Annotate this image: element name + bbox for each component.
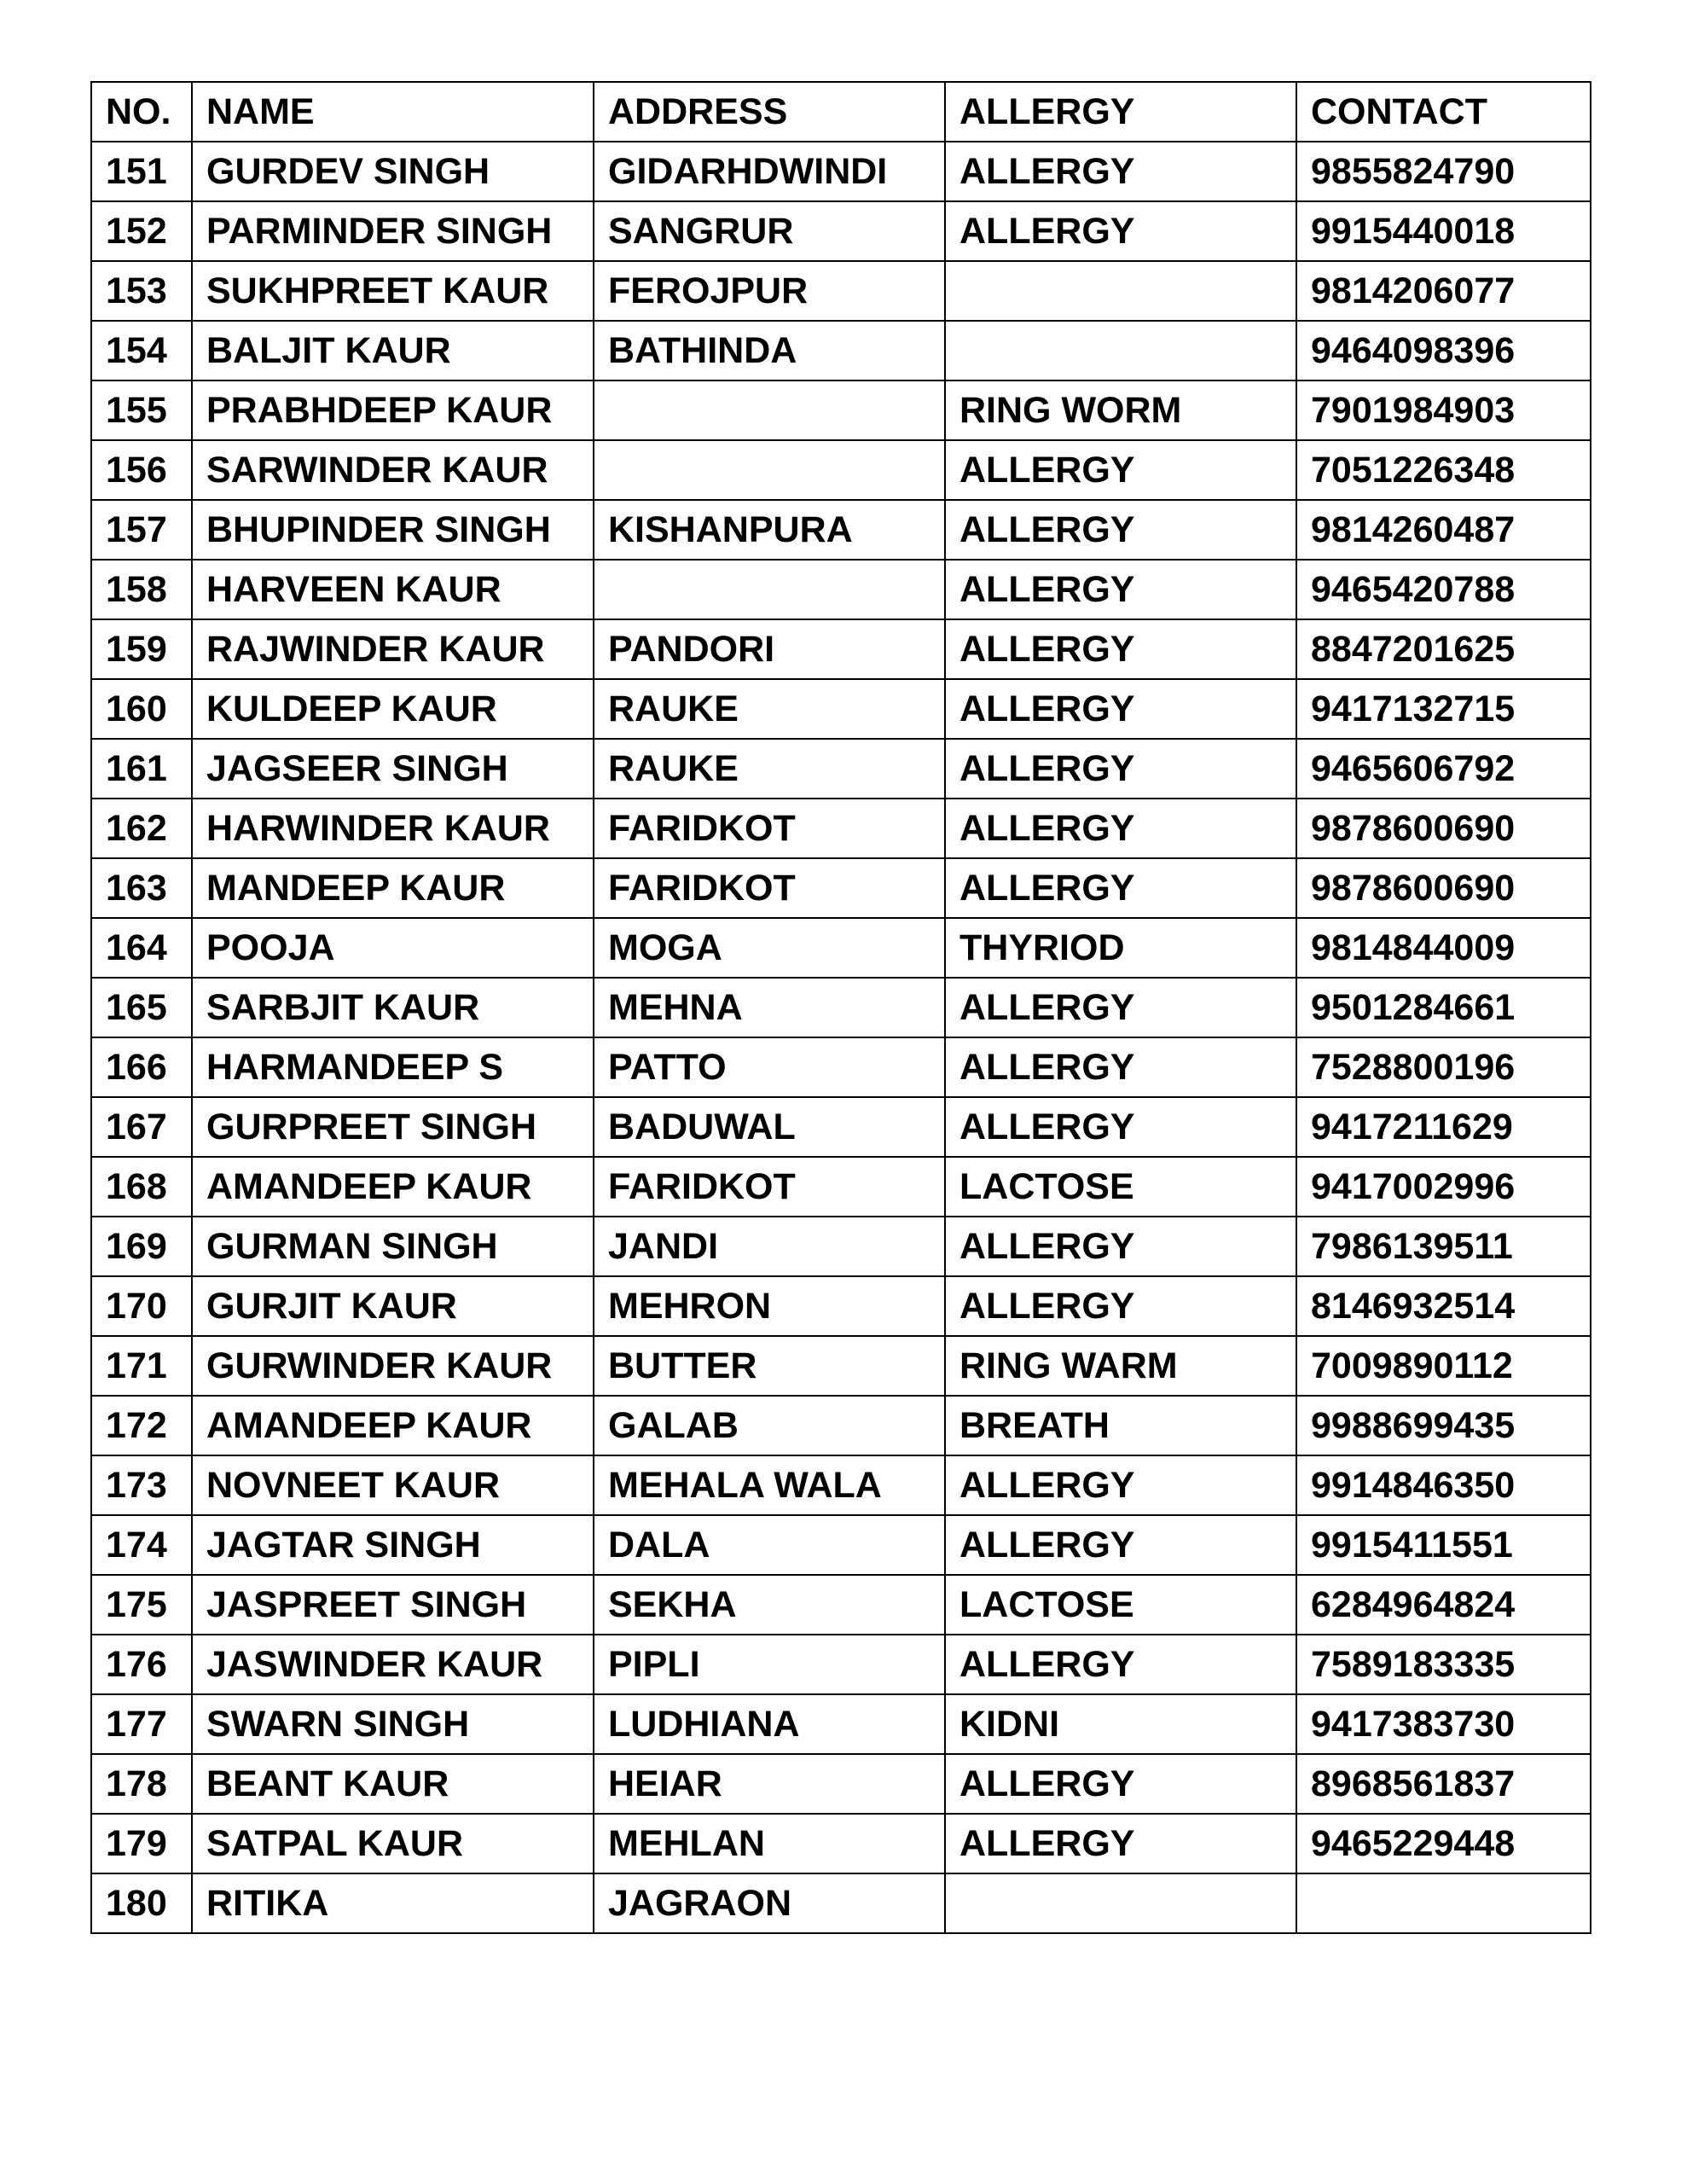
cell-no: 179 [91, 1814, 192, 1873]
cell-address: BUTTER [594, 1336, 945, 1396]
cell-allergy: ALLERGY [945, 799, 1296, 858]
table-row [91, 918, 1591, 978]
cell-address [594, 380, 945, 440]
cell-allergy: ALLERGY [945, 619, 1296, 679]
cell-allergy: ALLERGY [945, 500, 1296, 560]
cell-name: SARWINDER KAUR [192, 440, 594, 500]
cell-no: 164 [91, 918, 192, 978]
cell-no: 162 [91, 799, 192, 858]
cell-name: RITIKA [192, 1873, 594, 1933]
cell-address: DALA [594, 1515, 945, 1575]
cell-allergy: ALLERGY [945, 142, 1296, 201]
cell-contact: 9814260487 [1296, 500, 1591, 560]
cell-address: JANDI [594, 1217, 945, 1276]
cell-contact: 9417211629 [1296, 1097, 1591, 1157]
cell-contact: 8968561837 [1296, 1754, 1591, 1814]
cell-allergy: ALLERGY [945, 739, 1296, 799]
cell-address: JAGRAON [594, 1873, 945, 1933]
table-row [91, 1157, 1591, 1217]
cell-no: 175 [91, 1575, 192, 1635]
cell-address: FARIDKOT [594, 858, 945, 918]
table-row [91, 739, 1591, 799]
table-header-row [91, 82, 1591, 142]
cell-address: GALAB [594, 1396, 945, 1455]
cell-contact: 9465420788 [1296, 560, 1591, 619]
cell-address: GIDARHDWINDI [594, 142, 945, 201]
cell-address: PATTO [594, 1037, 945, 1097]
cell-name: SWARN SINGH [192, 1694, 594, 1754]
column-header-name: NAME [192, 82, 594, 142]
cell-name: JAGSEER SINGH [192, 739, 594, 799]
table-body [91, 82, 1591, 1933]
cell-contact: 9501284661 [1296, 978, 1591, 1037]
cell-address: MEHNA [594, 978, 945, 1037]
table-row [91, 1754, 1591, 1814]
cell-no: 176 [91, 1635, 192, 1694]
table-row [91, 1276, 1591, 1336]
cell-name: SARBJIT KAUR [192, 978, 594, 1037]
table-row [91, 560, 1591, 619]
cell-allergy: ALLERGY [945, 1515, 1296, 1575]
cell-allergy: BREATH [945, 1396, 1296, 1455]
cell-contact: 6284964824 [1296, 1575, 1591, 1635]
cell-allergy: ALLERGY [945, 440, 1296, 500]
cell-contact: 8146932514 [1296, 1276, 1591, 1336]
patient-allergy-table [90, 81, 1591, 1934]
cell-name: GURMAN SINGH [192, 1217, 594, 1276]
cell-address [594, 440, 945, 500]
table-row [91, 321, 1591, 380]
cell-contact: 9878600690 [1296, 799, 1591, 858]
cell-contact: 9417383730 [1296, 1694, 1591, 1754]
cell-name: KULDEEP KAUR [192, 679, 594, 739]
cell-address: KISHANPURA [594, 500, 945, 560]
cell-address: BADUWAL [594, 1097, 945, 1157]
cell-no: 153 [91, 261, 192, 321]
cell-address [594, 560, 945, 619]
cell-contact: 7528800196 [1296, 1037, 1591, 1097]
cell-address: MOGA [594, 918, 945, 978]
table-row [91, 1635, 1591, 1694]
cell-address: SEKHA [594, 1575, 945, 1635]
column-header-allergy: ALLERGY [945, 82, 1296, 142]
cell-no: 169 [91, 1217, 192, 1276]
cell-allergy: LACTOSE [945, 1157, 1296, 1217]
cell-contact: 9915440018 [1296, 201, 1591, 261]
table-row [91, 1455, 1591, 1515]
cell-allergy [945, 261, 1296, 321]
cell-address: PIPLI [594, 1635, 945, 1694]
cell-no: 170 [91, 1276, 192, 1336]
cell-name: BEANT KAUR [192, 1754, 594, 1814]
table-row [91, 1814, 1591, 1873]
column-header-address: ADDRESS [594, 82, 945, 142]
cell-name: AMANDEEP KAUR [192, 1157, 594, 1217]
cell-contact [1296, 1873, 1591, 1933]
cell-contact: 7901984903 [1296, 380, 1591, 440]
cell-no: 156 [91, 440, 192, 500]
cell-no: 167 [91, 1097, 192, 1157]
cell-no: 174 [91, 1515, 192, 1575]
cell-address: SANGRUR [594, 201, 945, 261]
cell-contact: 7986139511 [1296, 1217, 1591, 1276]
cell-no: 163 [91, 858, 192, 918]
cell-contact: 9465606792 [1296, 739, 1591, 799]
table-row [91, 201, 1591, 261]
cell-address: BATHINDA [594, 321, 945, 380]
cell-no: 160 [91, 679, 192, 739]
cell-allergy: RING WARM [945, 1336, 1296, 1396]
cell-allergy: ALLERGY [945, 1217, 1296, 1276]
cell-allergy: ALLERGY [945, 1097, 1296, 1157]
cell-no: 154 [91, 321, 192, 380]
cell-allergy: THYRIOD [945, 918, 1296, 978]
table-row [91, 619, 1591, 679]
table-row [91, 679, 1591, 739]
cell-allergy: ALLERGY [945, 679, 1296, 739]
table-row [91, 799, 1591, 858]
cell-name: SUKHPREET KAUR [192, 261, 594, 321]
cell-no: 166 [91, 1037, 192, 1097]
cell-contact: 9465229448 [1296, 1814, 1591, 1873]
cell-name: BALJIT KAUR [192, 321, 594, 380]
cell-contact: 9914846350 [1296, 1455, 1591, 1515]
table-row [91, 1336, 1591, 1396]
table-row [91, 261, 1591, 321]
cell-name: BHUPINDER SINGH [192, 500, 594, 560]
cell-contact: 9464098396 [1296, 321, 1591, 380]
cell-allergy: ALLERGY [945, 1635, 1296, 1694]
table-row [91, 1694, 1591, 1754]
cell-no: 158 [91, 560, 192, 619]
cell-name: PRABHDEEP KAUR [192, 380, 594, 440]
cell-contact: 9814206077 [1296, 261, 1591, 321]
table-row [91, 1575, 1591, 1635]
table-row [91, 1873, 1591, 1933]
table-row [91, 1515, 1591, 1575]
cell-allergy: ALLERGY [945, 858, 1296, 918]
cell-no: 172 [91, 1396, 192, 1455]
cell-name: POOJA [192, 918, 594, 978]
table-row [91, 1097, 1591, 1157]
cell-address: FARIDKOT [594, 1157, 945, 1217]
cell-allergy: ALLERGY [945, 560, 1296, 619]
cell-name: MANDEEP KAUR [192, 858, 594, 918]
cell-contact: 9814844009 [1296, 918, 1591, 978]
cell-name: RAJWINDER KAUR [192, 619, 594, 679]
cell-contact: 7589183335 [1296, 1635, 1591, 1694]
cell-name: HARVEEN KAUR [192, 560, 594, 619]
cell-name: GURWINDER KAUR [192, 1336, 594, 1396]
cell-name: SATPAL KAUR [192, 1814, 594, 1873]
column-header-no: NO. [91, 82, 192, 142]
table-row [91, 1217, 1591, 1276]
cell-address: FEROJPUR [594, 261, 945, 321]
table-row [91, 858, 1591, 918]
cell-allergy: LACTOSE [945, 1575, 1296, 1635]
cell-address: MEHRON [594, 1276, 945, 1336]
table-row [91, 500, 1591, 560]
cell-allergy [945, 1873, 1296, 1933]
cell-no: 177 [91, 1694, 192, 1754]
cell-no: 180 [91, 1873, 192, 1933]
cell-no: 161 [91, 739, 192, 799]
table-row [91, 142, 1591, 201]
cell-contact: 9417002996 [1296, 1157, 1591, 1217]
cell-name: NOVNEET KAUR [192, 1455, 594, 1515]
cell-allergy: ALLERGY [945, 1754, 1296, 1814]
cell-address: RAUKE [594, 679, 945, 739]
cell-contact: 9878600690 [1296, 858, 1591, 918]
cell-allergy: ALLERGY [945, 978, 1296, 1037]
cell-address: MEHLAN [594, 1814, 945, 1873]
cell-name: GURPREET SINGH [192, 1097, 594, 1157]
cell-name: JAGTAR SINGH [192, 1515, 594, 1575]
cell-contact: 7009890112 [1296, 1336, 1591, 1396]
cell-allergy: RING WORM [945, 380, 1296, 440]
cell-address: PANDORI [594, 619, 945, 679]
cell-allergy: ALLERGY [945, 1276, 1296, 1336]
cell-allergy: KIDNI [945, 1694, 1296, 1754]
cell-no: 151 [91, 142, 192, 201]
cell-name: JASPREET SINGH [192, 1575, 594, 1635]
cell-name: PARMINDER SINGH [192, 201, 594, 261]
column-header-contact: CONTACT [1296, 82, 1591, 142]
cell-name: GURDEV SINGH [192, 142, 594, 201]
cell-allergy: ALLERGY [945, 201, 1296, 261]
cell-no: 173 [91, 1455, 192, 1515]
cell-allergy [945, 321, 1296, 380]
cell-contact: 9855824790 [1296, 142, 1591, 201]
cell-no: 152 [91, 201, 192, 261]
cell-contact: 9417132715 [1296, 679, 1591, 739]
cell-no: 159 [91, 619, 192, 679]
cell-no: 155 [91, 380, 192, 440]
cell-allergy: ALLERGY [945, 1037, 1296, 1097]
cell-address: FARIDKOT [594, 799, 945, 858]
cell-address: RAUKE [594, 739, 945, 799]
cell-contact: 9988699435 [1296, 1396, 1591, 1455]
cell-address: MEHALA WALA [594, 1455, 945, 1515]
cell-no: 178 [91, 1754, 192, 1814]
cell-contact: 7051226348 [1296, 440, 1591, 500]
cell-no: 168 [91, 1157, 192, 1217]
cell-name: GURJIT KAUR [192, 1276, 594, 1336]
cell-allergy: ALLERGY [945, 1455, 1296, 1515]
cell-contact: 8847201625 [1296, 619, 1591, 679]
cell-name: HARMANDEEP S [192, 1037, 594, 1097]
table-row [91, 1037, 1591, 1097]
cell-allergy: ALLERGY [945, 1814, 1296, 1873]
table-row [91, 1396, 1591, 1455]
cell-no: 157 [91, 500, 192, 560]
cell-name: JASWINDER KAUR [192, 1635, 594, 1694]
cell-name: AMANDEEP KAUR [192, 1396, 594, 1455]
table-row [91, 380, 1591, 440]
table-row [91, 978, 1591, 1037]
cell-address: LUDHIANA [594, 1694, 945, 1754]
cell-address: HEIAR [594, 1754, 945, 1814]
cell-no: 165 [91, 978, 192, 1037]
table-row [91, 440, 1591, 500]
cell-no: 171 [91, 1336, 192, 1396]
cell-contact: 9915411551 [1296, 1515, 1591, 1575]
cell-name: HARWINDER KAUR [192, 799, 594, 858]
